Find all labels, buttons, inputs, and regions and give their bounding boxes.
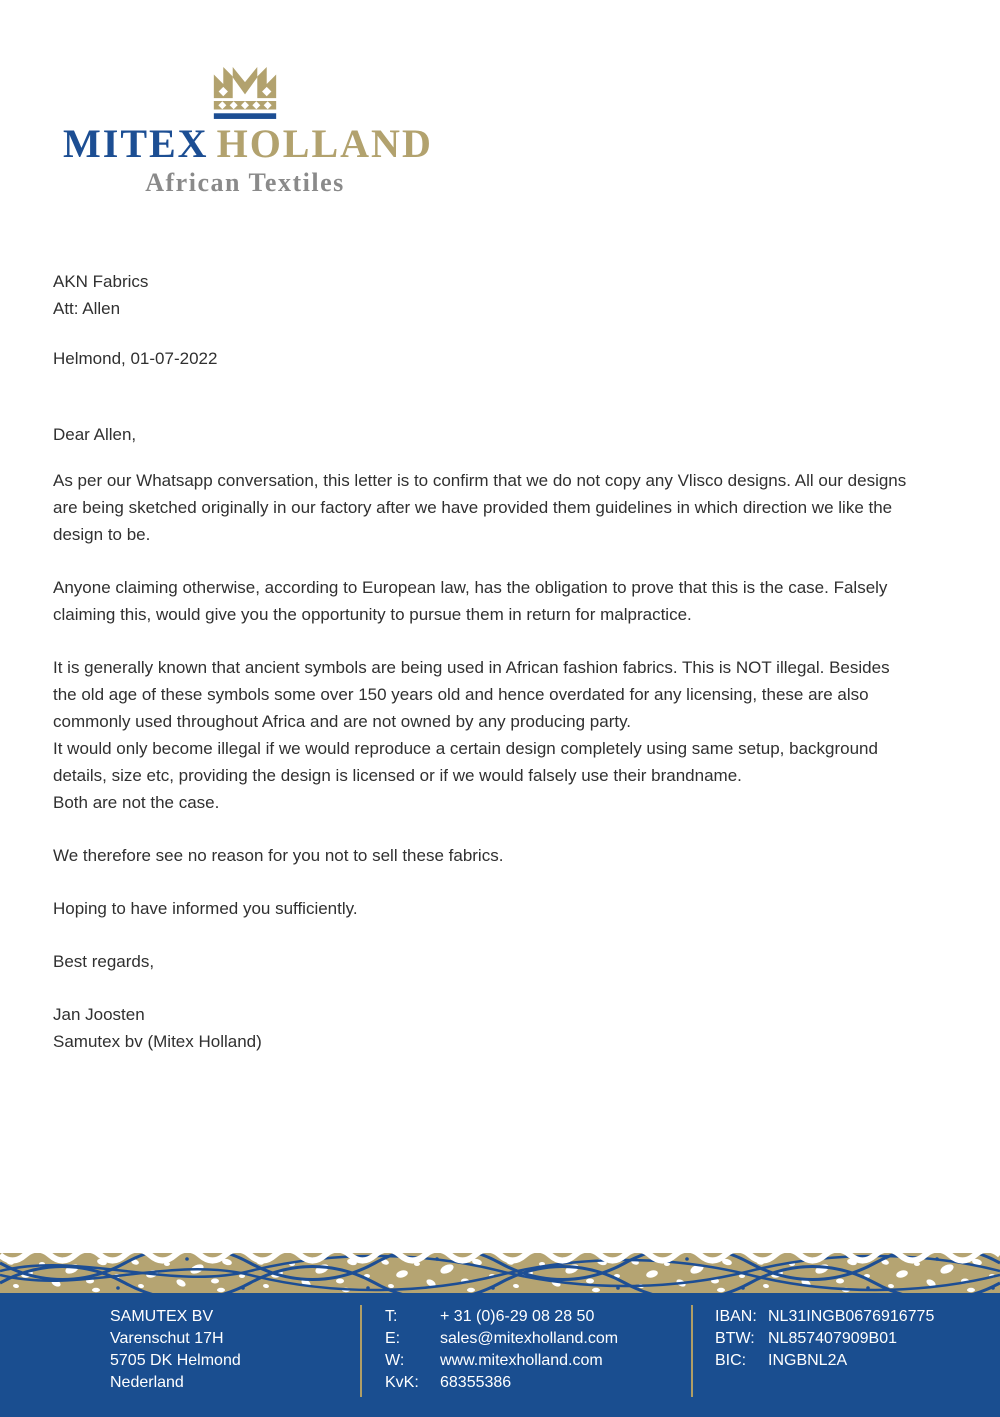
footer-company-address <box>110 1306 241 1394</box>
brand-word-mitex: MITEX <box>63 121 209 166</box>
footer-postal-city: 5705 DK Helmond <box>110 1352 241 1369</box>
footer-phone-value: + 31 (0)6-29 08 28 50 <box>440 1308 595 1325</box>
footer-divider-right <box>691 1305 693 1397</box>
footer-company-name: SAMUTEX BV <box>110 1308 214 1325</box>
footer-bic-row: BIC: INGBNL2A <box>715 1350 934 1372</box>
paragraph-5: Both are not the case. <box>53 793 220 812</box>
footer <box>0 1293 1000 1417</box>
closing: Best regards, <box>53 952 155 971</box>
footer-btw-value: NL857407909B01 <box>768 1330 898 1347</box>
footer-website-value: www.mitexholland.com <box>440 1352 603 1369</box>
paragraph-1: As per our Whatsapp conversation, this letter is to confirm that we do not copy any Vlisco designs. All our designs are being sketched originally in our factory after we have provided them guidelines in which direction we like the design to be. <box>53 471 907 544</box>
footer-country: Nederland <box>110 1374 184 1391</box>
footer-website-row: W: www.mitexholland.com <box>385 1350 618 1372</box>
brand-tagline: African Textiles <box>145 168 345 197</box>
paragraph-2: Anyone claiming otherwise, according to European law, has the obligation to prove that this is the case. Falsely claiming this, would give you the opportunity to pursue them in return for malpractice. <box>53 578 888 624</box>
company-logo <box>63 66 433 198</box>
footer-kvk-value: 68355386 <box>440 1374 512 1391</box>
crown-icon <box>211 66 279 119</box>
paragraph-3: It is generally known that ancient symbols are being used in African fashion fabrics. This is NOT illegal. Besides the old age of these symbols some over 150 years old and hence overdated for any licensing, these are also commonly used throughout Africa and are not owned by any producing party. <box>53 658 890 731</box>
brand-wordmark <box>63 121 433 166</box>
footer-kvk-row: KvK: 68355386 <box>385 1372 618 1394</box>
footer-bic-value: INGBNL2A <box>768 1352 848 1369</box>
recipient-name: AKN Fabrics <box>53 272 149 291</box>
footer-divider-left <box>360 1305 362 1397</box>
wax-print-pattern-band <box>0 1253 1000 1293</box>
footer-btw-row: BTW: NL857407909B01 <box>715 1328 934 1350</box>
footer-phone-row: T: + 31 (0)6-29 08 28 50 <box>385 1306 618 1328</box>
footer-contact <box>385 1306 618 1394</box>
footer-email-row: E: sales@mitexholland.com <box>385 1328 618 1350</box>
footer-bank-details <box>715 1306 934 1372</box>
salutation: Dear Allen, <box>53 425 137 444</box>
paragraph-6: We therefore see no reason for you not to sell these fabrics. <box>53 846 504 865</box>
recipient-attention: Att: Allen <box>53 299 121 318</box>
signature-company: Samutex bv (Mitex Holland) <box>53 1032 262 1051</box>
letter-body <box>53 268 911 1055</box>
paragraph-4: It would only become illegal if we would reproduce a certain design completely using same setup, background details, size etc, providing the design is licensed or if we would falsely use their brandname. <box>53 739 878 785</box>
brand-word-holland: HOLLAND <box>216 121 433 166</box>
paragraph-7: Hoping to have informed you sufficiently. <box>53 899 358 918</box>
footer-iban-row: IBAN: NL31INGB0676916775 <box>715 1306 934 1328</box>
footer-iban-value: NL31INGB0676916775 <box>768 1308 935 1325</box>
dateline: Helmond, 01-07-2022 <box>53 349 218 368</box>
footer-street: Varenschut 17H <box>110 1330 224 1347</box>
signature-name: Jan Joosten <box>53 1005 145 1024</box>
footer-email-value: sales@mitexholland.com <box>440 1330 619 1347</box>
